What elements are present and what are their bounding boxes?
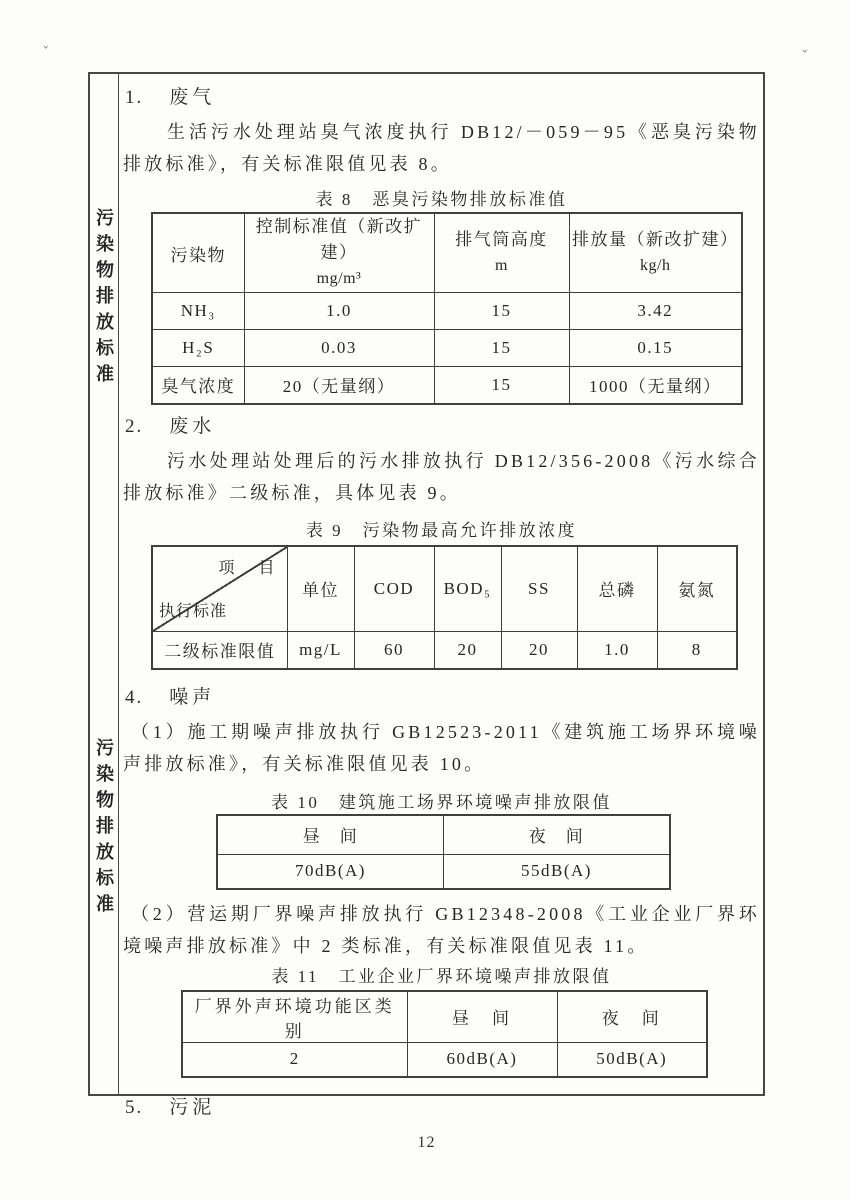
- table-10-caption: 表 10 建筑施工场界环境噪声排放限值: [271, 792, 612, 812]
- table-8-header-pollutant: 污染物: [152, 213, 244, 293]
- section-heading-waste-water: [123, 415, 760, 439]
- table-9-header-cod: COD: [354, 546, 434, 632]
- paragraph-waste-water: 污水处理站处理后的污水排放执行 DB12/356-2008《污水综合排放标准》二级标准，具体见表 9。: [123, 450, 760, 503]
- table-9-header-unit: 单位: [287, 546, 354, 632]
- diagonal-label-standard: 执行标准: [159, 603, 228, 620]
- table-cell: 8: [657, 632, 737, 669]
- section-heading-noise: [123, 686, 760, 710]
- table-8-header-control-value: [244, 213, 434, 293]
- table-cell: 臭气浓度: [152, 367, 244, 404]
- header-unit: m: [495, 257, 508, 274]
- diagonal-label-item: 项 目: [218, 559, 279, 577]
- table-11-caption: 表 11 工业企业厂界环境噪声排放限值: [271, 966, 612, 986]
- section-title: 废水: [169, 415, 216, 437]
- table-cell: 70dB(A): [217, 855, 444, 889]
- section-number: 2.: [125, 415, 144, 437]
- paragraph-noise-construction: （1）施工期噪声排放执行 GB12523-2011《建筑施工场界环境噪声排放标准》，有关标准限值见表 10。: [123, 721, 760, 774]
- table-row: [152, 293, 742, 330]
- section-number: 1.: [125, 87, 144, 108]
- header-unit: kg/h: [640, 257, 671, 274]
- table-row: [217, 855, 670, 889]
- table-cell: 3.42: [569, 293, 742, 330]
- table-cell: 60: [354, 632, 434, 669]
- table-9-diagonal-header: [152, 546, 287, 632]
- section-number: 4.: [125, 686, 144, 708]
- table-cell: NH₃: [152, 293, 244, 330]
- sidebar-label-pollutant-discharge-standards-top: 污染物排放标准: [94, 208, 114, 390]
- table-9-header-total-phosphorus: 总磷: [577, 546, 657, 632]
- table-10-header-nighttime: 夜 间: [444, 815, 671, 855]
- table-11-header-daytime: 昼 间: [407, 991, 557, 1043]
- document-content: [119, 74, 763, 1118]
- header-title: 排放量（新改扩建）: [572, 230, 739, 249]
- table-10-construction-boundary-noise-limits: [216, 814, 671, 890]
- table-cell: 55dB(A): [444, 855, 671, 889]
- table-10-header-daytime: 昼 间: [217, 815, 444, 855]
- table-row: [152, 213, 742, 293]
- sidebar-label-pollutant-discharge-standards-bottom: 污染物排放标准: [94, 738, 114, 920]
- section-title: 噪声: [169, 686, 216, 708]
- table-cell: 60dB(A): [407, 1042, 557, 1077]
- table-cell: 0.03: [244, 330, 434, 367]
- table-11-header-nighttime: 夜 间: [557, 991, 707, 1043]
- table-cell: 20: [434, 632, 501, 669]
- scan-artifact-mark: ˇ: [42, 44, 50, 62]
- table-row: [152, 546, 737, 632]
- section-heading-sludge: [123, 1096, 760, 1120]
- table-cell: 2: [182, 1042, 407, 1077]
- table-row: [217, 815, 670, 855]
- table-9-header-ammonia-nitrogen: 氨氮: [657, 546, 737, 632]
- table-cell: 20: [501, 632, 577, 669]
- section-title: 废气: [169, 87, 216, 108]
- table-cell: H₂S: [152, 330, 244, 367]
- header-title: 排气筒高度: [455, 230, 548, 249]
- sidebar-category-column: [90, 74, 119, 1094]
- section-heading-waste-gas: [123, 86, 760, 110]
- table-9-max-allowed-discharge-concentration: [151, 545, 738, 670]
- table-cell: mg/L: [287, 632, 354, 669]
- table-11-industrial-boundary-noise-limits: [181, 990, 708, 1079]
- table-cell: 20（无量纲）: [244, 367, 434, 404]
- table-9-caption: 表 9 污染物最高允许排放浓度: [305, 520, 578, 540]
- table-cell: 15: [434, 330, 569, 367]
- page-number: 12: [417, 1134, 436, 1151]
- table-cell: 1.0: [577, 632, 657, 669]
- table-row: [182, 991, 707, 1043]
- section-title: 污泥: [169, 1097, 216, 1118]
- table-8-caption: 表 8 恶臭污染物排放标准值: [315, 190, 568, 209]
- table-11-header-functional-zone: 厂界外声环境功能区类别: [182, 991, 407, 1043]
- table-8-header-stack-height: [434, 213, 569, 293]
- table-row: [152, 330, 742, 367]
- table-cell: 15: [434, 367, 569, 404]
- table-cell: 50dB(A): [557, 1042, 707, 1077]
- paragraph-noise-operation: （2）营运期厂界噪声排放执行 GB12348-2008《工业企业厂界环境噪声排放标准》中 2 类标准，有关标准限值见表 11。: [123, 903, 760, 956]
- table-row: [152, 367, 742, 404]
- header-title: 控制标准值（新改扩建）: [255, 217, 423, 262]
- section-number: 5.: [125, 1097, 144, 1118]
- table-cell: 0.15: [569, 330, 742, 367]
- table-9-header-ss: SS: [501, 546, 577, 632]
- header-unit: mg/m³: [316, 270, 362, 287]
- paragraph-waste-gas: 生活污水处理站臭气浓度执行 DB12/－059－95《恶臭污染物排放标准》，有关标准限值见表 8。: [123, 122, 760, 174]
- table-8-header-emission-rate: [569, 213, 742, 293]
- table-9-header-bod5: BOD₅: [434, 546, 501, 632]
- scan-artifact-mark: ˇ: [801, 48, 809, 66]
- table-cell: 1.0: [244, 293, 434, 330]
- table-cell: 15: [434, 293, 569, 330]
- table-row: [152, 632, 737, 669]
- table-row: [182, 1042, 707, 1077]
- table-cell: 1000（无量纲）: [569, 367, 742, 404]
- table-cell: 二级标准限值: [152, 632, 287, 669]
- document-frame: [88, 72, 765, 1118]
- table-8-odor-pollutant-standards: [151, 212, 743, 405]
